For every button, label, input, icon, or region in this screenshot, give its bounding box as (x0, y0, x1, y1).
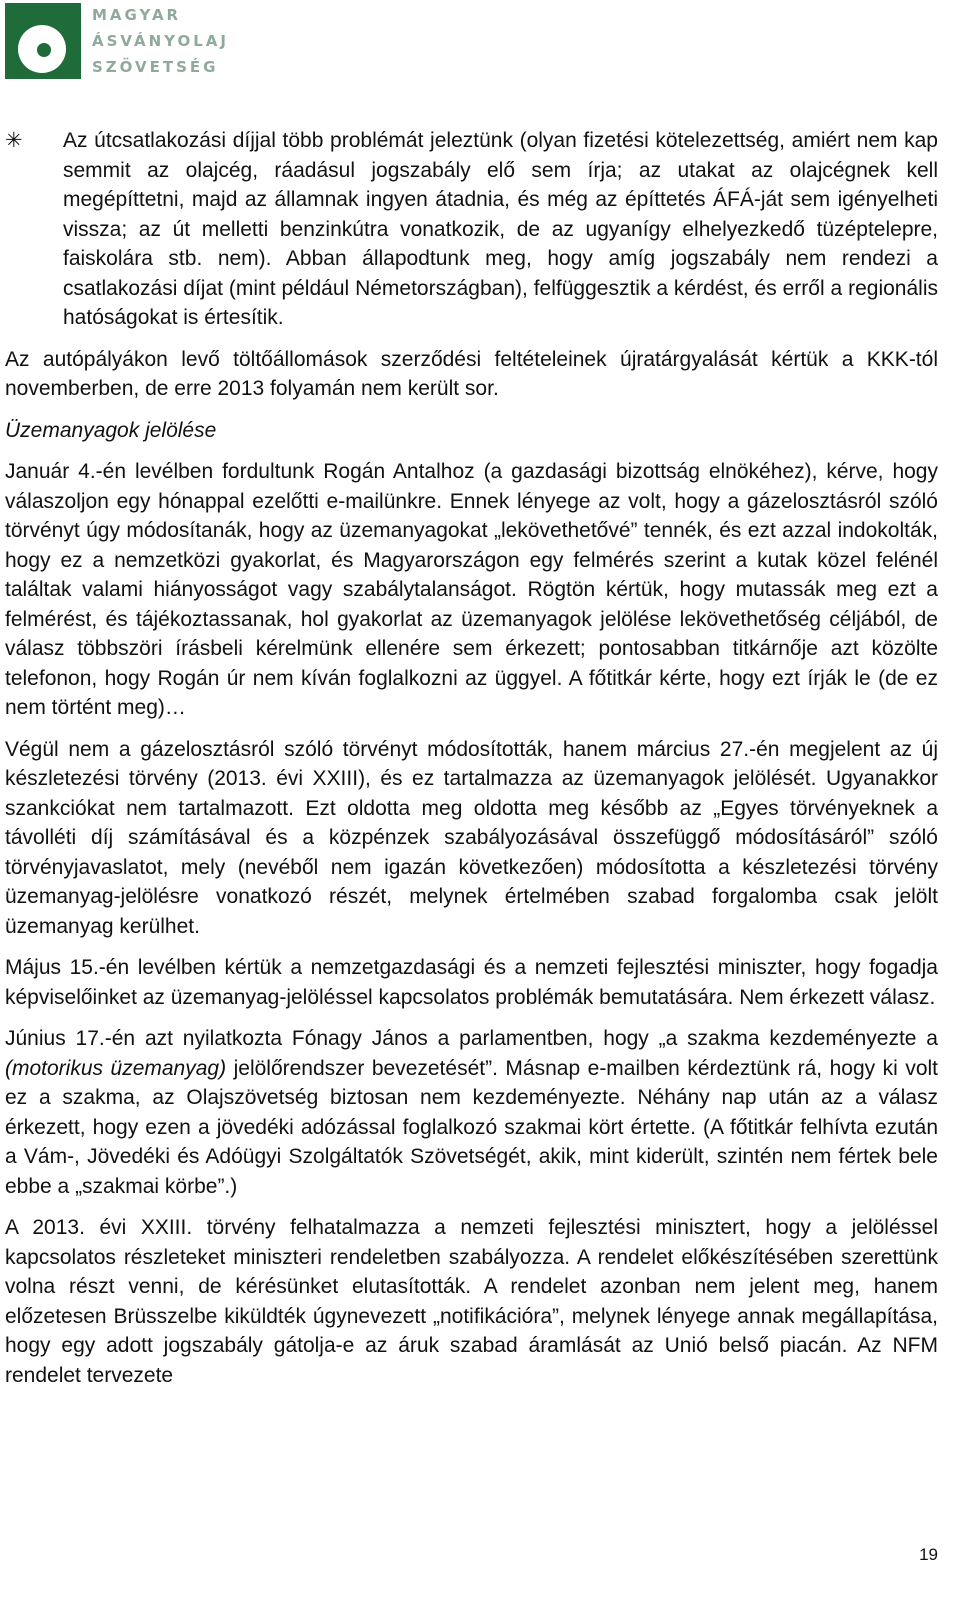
paragraph-january: Január 4.-én levélben fordultunk Rogán Antalhoz (a gazdasági bizottság elnökéhez), kérve, hogy válaszoljon egy hónappal ezelőtti e-mailünkre. Ennek lényege az volt, hogy a gázelosztásról szóló törvényt úgy módosítanák, hogy az üzemanyagokat „lekövethetővé” tennék, és ezt azzal indokolták, hogy ez a nemzetközi gyakorlat, és Magyarországon egy felmérés szerint a kutak közel felénél találtak valami hiányosságot vagy szabálytalanságot. Rögtön kértük, hogy mutassák meg ezt a felmérést, és tájékoztassanak, hol gyakorlat az üzemanyagok jelölése lekövethetőség céljából, de válasz többszöri írásbeli kérelmünk ellenére sem érkezett; pontosabban titkárnője azt közölte telefonon, hogy Rogán úr nem kíván foglalkozni az üggyel. A főtitkár kérte, hogy ezt írják le (de ez nem történt meg)… (5, 460, 938, 719)
paragraph-june-part-2: jelölőrendszer bevezetését”. Másnap e-mailben kérdeztünk rá, hogy ki volt ez a szakma, az Olajszövetség biztosan nem kezdeményezte. Néhány nap után az a válasz érkezett, hogy ezen a jövedéki adózással foglalkozó szakmai kört értette. (A főtitkár felhívta ezután a Vám-, Jövedéki és Adóügyi Szolgáltatók Szövetségét, akik, mint kiderült, szintén nem fértek bele ebbe a „szakmai körbe”.) (5, 1056, 938, 1198)
paragraph-motorway-stations: Az autópályákon levő töltőállomások szerződési feltételeinek újratárgyalását kértük a KKK-tól novemberben, de erre 2013 folyamán nem került sor. (5, 347, 938, 400)
page-number: 19 (919, 1545, 938, 1564)
logo-mark-icon (5, 3, 81, 79)
asterisk-bullet-icon: ✳ (5, 129, 23, 152)
paragraph-june (5, 1024, 938, 1201)
logo-line-2: ÁSVÁNYOLAJ (92, 32, 229, 50)
section-heading: Üzemanyagok jelölése (5, 418, 217, 442)
logo-text (92, 2, 229, 80)
logo-line-1: MAGYAR (92, 6, 182, 24)
paragraph-june-italic: (motorikus üzemanyag) (5, 1056, 227, 1080)
paragraph-may: Május 15.-én levélben kértük a nemzetgazdasági és a nemzeti fejlesztési miniszter, hogy fogadja képviselőinket az üzemanyag-jelöléssel kapcsolatos problémák bemutatására. Nem érkezett válasz. (5, 956, 938, 1009)
association-logo (5, 3, 229, 81)
logo-line-3: SZÖVETSÉG (92, 58, 219, 76)
paragraph-connection-fee: Az útcsatlakozási díjjal több problémát jeleztünk (olyan fizetési kötelezettség, amiért nem kap semmit az olajcég, ráadásul jogszabály elő sem írja; az utakat az olajcégnek kell megépíttetni, majd az államnak ingyen átadnia, és még az építtetés ÁFÁ-ját sem igényelheti vissza; az út melletti benzinkútra vonatkozik, de az ugyanígy elhelyezkedő tüzéptelepre, faiskolára stb. nem). Abban állapodtunk meg, hogy amíg jogszabály nem rendezi a csatlakozási díjat (mint például Németországban), felfüggesztik a kérdést, és erről a regionális hatóságokat is értesítik. (63, 129, 938, 329)
document-body (5, 126, 938, 1402)
paragraph-june-part-1: Június 17.-én azt nyilatkozta Fónagy János a parlamentben, hogy „a szakma kezdeményezte a (5, 1027, 938, 1050)
paragraph-law-xxiii: A 2013. évi XXIII. törvény felhatalmazza a nemzeti fejlesztési minisztert, hogy a jelöléssel kapcsolatos részleteket miniszteri rendeletben szabályozza. A rendelet előkészítésében szerettünk volna részt venni, de kérésünket elutasították. A rendelet azonban nem jelent meg, hanem előzetesen Brüsszelbe kiküldték úgynevezett „notifikációra”, melynek lényege annak megállapítása, hogy egy adott jogszabály gátolja-e az áruk szabad áramlását az Unió belső piacán. Az NFM rendelet tervezete (5, 1216, 938, 1387)
paragraph-march: Végül nem a gázelosztásról szóló törvényt módosították, hanem március 27.-én megjelent az új készletezési törvény (2013. évi XXIII), és ez tartalmazza az üzemanyagok jelölését. Ugyanakkor szankciókat nem tartalmazott. Ezt oldotta meg oldotta meg később az „Egyes törvényeknek a távolléti díj számításával és a közpénzek szabályozásával összefüggő módosításáról” szóló törvényjavaslatot, mely (nevéből nem igazán következően) módosította a készletezési törvény üzemanyag-jelölésre vonatkozó részét, melynek értelmében szabad forgalomba csak jelölt üzemanyag kerülhet. (5, 737, 938, 938)
bullet-item (5, 126, 938, 333)
logo-dot (37, 43, 51, 57)
